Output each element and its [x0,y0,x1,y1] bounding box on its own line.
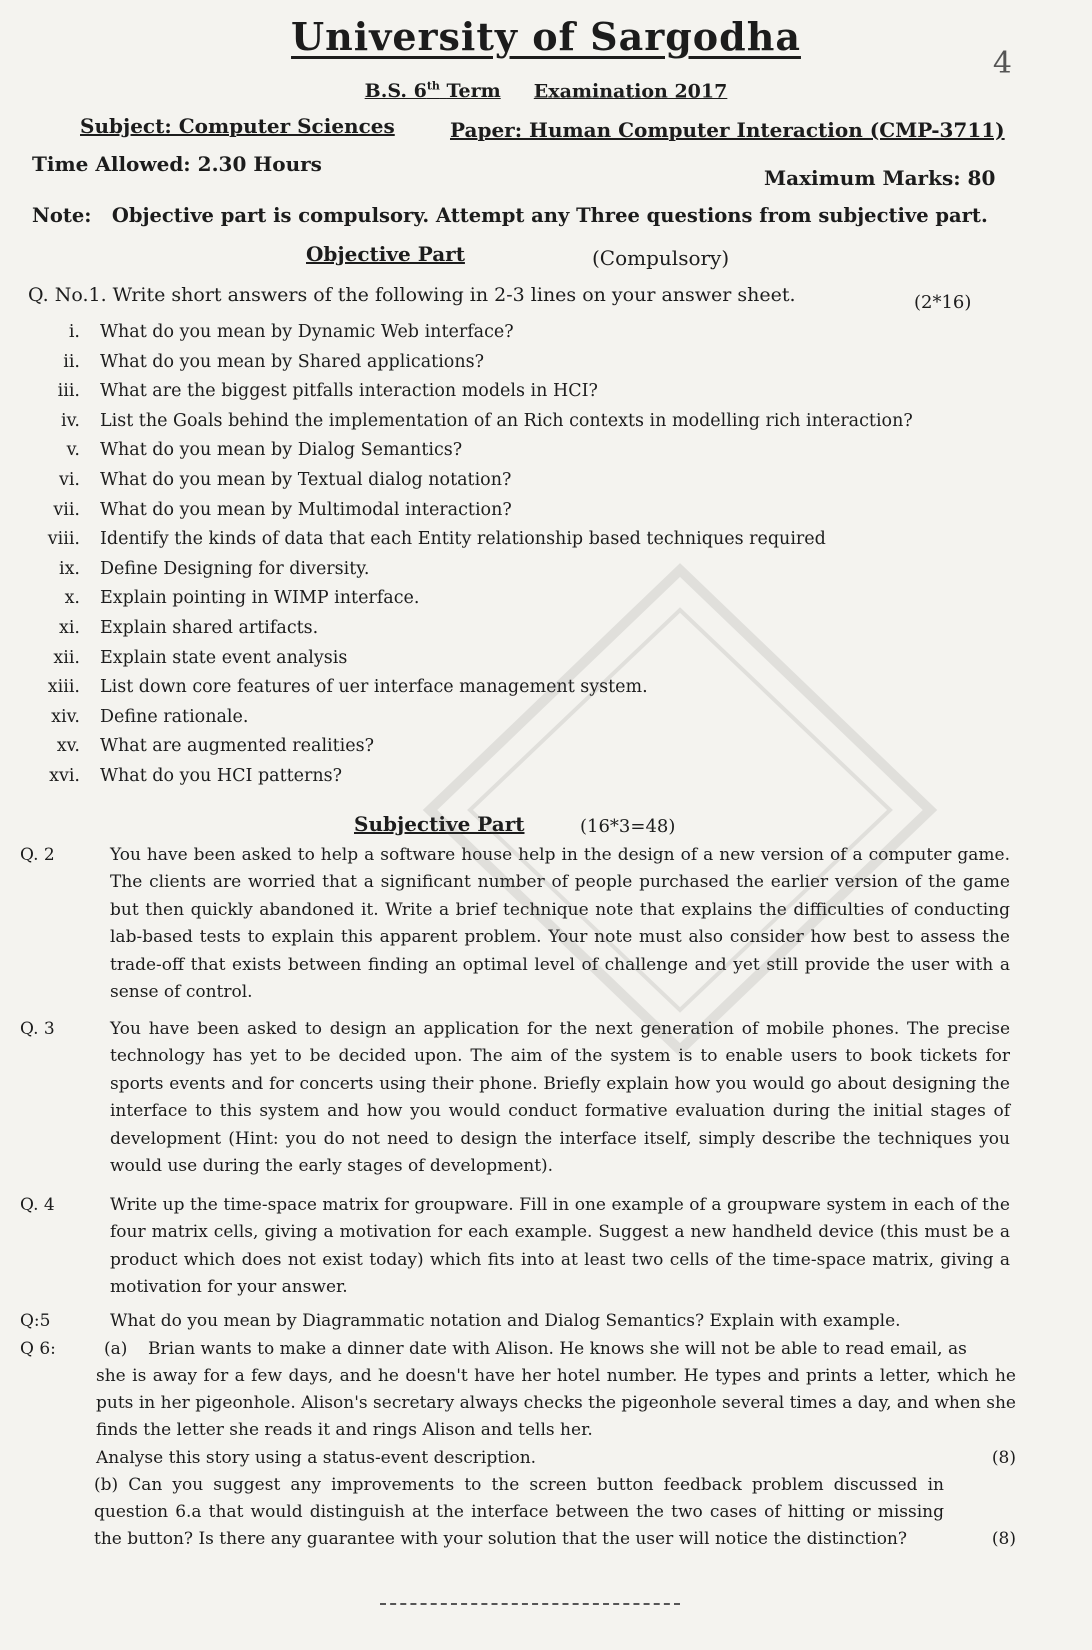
list-item: xiii. List down core features of uer interface management system. [47,677,648,698]
list-item: viii. Identify the kinds of data that each Entity relationship based techniques required [47,529,826,550]
exam-year: Examination 2017 [533,80,728,103]
handwritten-page-mark: 4 [992,46,1012,81]
maximum-marks: Maximum Marks: 80 [764,166,996,190]
list-item: xv. What are augmented realities? [56,736,374,757]
question-1-instruction: Q. No.1. Write short answers of the following in 2-3 lines on your answer sheet. [28,284,796,306]
list-item: iv. List the Goals behind the implementation of an Rich contexts in modelling rich interaction? [61,410,913,431]
time-allowed: Time Allowed: 2.30 Hours [32,152,322,176]
list-item: xi. Explain shared artifacts. [58,617,319,638]
question-5: Q:5 What do you mean by Diagrammatic notation and Dialog Semantics? Explain with example. [20,1311,901,1331]
compulsory-label: (Compulsory) [592,246,730,270]
list-item: i. What do you mean by Dynamic Web interface? [68,322,514,342]
university-title: University of Sargodha [291,14,801,59]
subjective-heading: Subjective Part [354,812,525,836]
end-divider [380,1603,680,1605]
question-4: Q. 4 Write up the time-space matrix for groupware. Fill in one example of a groupware system in each of the four matrix cells, giving a motivation for each example. Suggest a new handheld device (this must be a product which does not exist today) which fits into at least two cells of the time-space matrix, giving a motivation for your answer. [20,1195,1010,1298]
list-item: vii. What do you mean by Multimodal interaction? [53,499,512,520]
list-item: iii. What are the biggest pitfalls interaction models in HCI? [57,381,598,402]
question-3: Q. 3 You have been asked to design an application for the next generation of mobile phones. The precise technology has yet to be decided upon. The aim of the system is to enable users to book tickets for sports events and for concerts using their phone. Briefly explain how you would go about designing the interface to this system and how you would conduct formative evaluation during the initial stages of development (Hint: you do not need to design the interface itself, simply describe the techniques you would use during the early stages of development). [20,1019,1010,1177]
paper-label: Paper: Human Computer Interaction (CMP-3711) [450,118,1005,142]
list-item: ix. Define Designing for diversity. [58,558,370,579]
subject-label: Subject: Computer Sciences [80,114,395,138]
exam-line: B.S. 6th Term Examination 2017 [364,80,728,103]
list-item: ii. What do you mean by Shared applications? [63,351,484,372]
objective-heading: Objective Part [306,242,465,266]
question-1-marks: (2*16) [914,292,972,313]
list-item: vi. What do you mean by Textual dialog notation? [58,469,512,490]
note: Note: Objective part is compulsory. Attempt any Three questions from subjective part. [32,204,988,227]
subjective-marks: (16*3=48) [580,816,676,837]
question-6: Q 6: (a) Brian wants to make a dinner date with Alison. He knows she will not be able to read email, as she is away for a few days, and he doesn't have her hotel number. He types and prints a letter, which he puts in her pigeonhole. Alison's secretary always checks the pigeonhole several times a day, and when she finds the letter she reads it and rings Alison and tells her. Analyse this story using a status-event description. (8) (b) Can you suggest any improvements to the screen button feedback problem discussed in question 6.a that would distinguish at the interface between the two cases of hitting or missing the button? Is there any guarantee with your solution that the user will notice the distinction? (8) [20,1339,1016,1550]
list-item: x. Explain pointing in WIMP interface. [64,588,420,609]
list-item: xvi. What do you HCI patterns? [49,765,343,786]
list-item: xii. Explain state event analysis [53,647,348,668]
objective-list [20,322,1060,796]
question-2: Q. 2 You have been asked to help a software house help in the design of a new version of a computer game. The clients are worried that a significant number of people purchased the earlier version of the game but then quickly abandoned it. Write a brief technique note that explains the difficulties of conducting lab-based tests to explain this apparent problem. Your note must also consider how best to assess the trade-off that exists between finding an optimal level of challenge and yet still provide the user with a sense of control. [20,845,1010,1003]
list-item: xiv. Define rationale. [51,706,249,727]
list-item: v. What do you mean by Dialog Semantics? [66,440,463,461]
